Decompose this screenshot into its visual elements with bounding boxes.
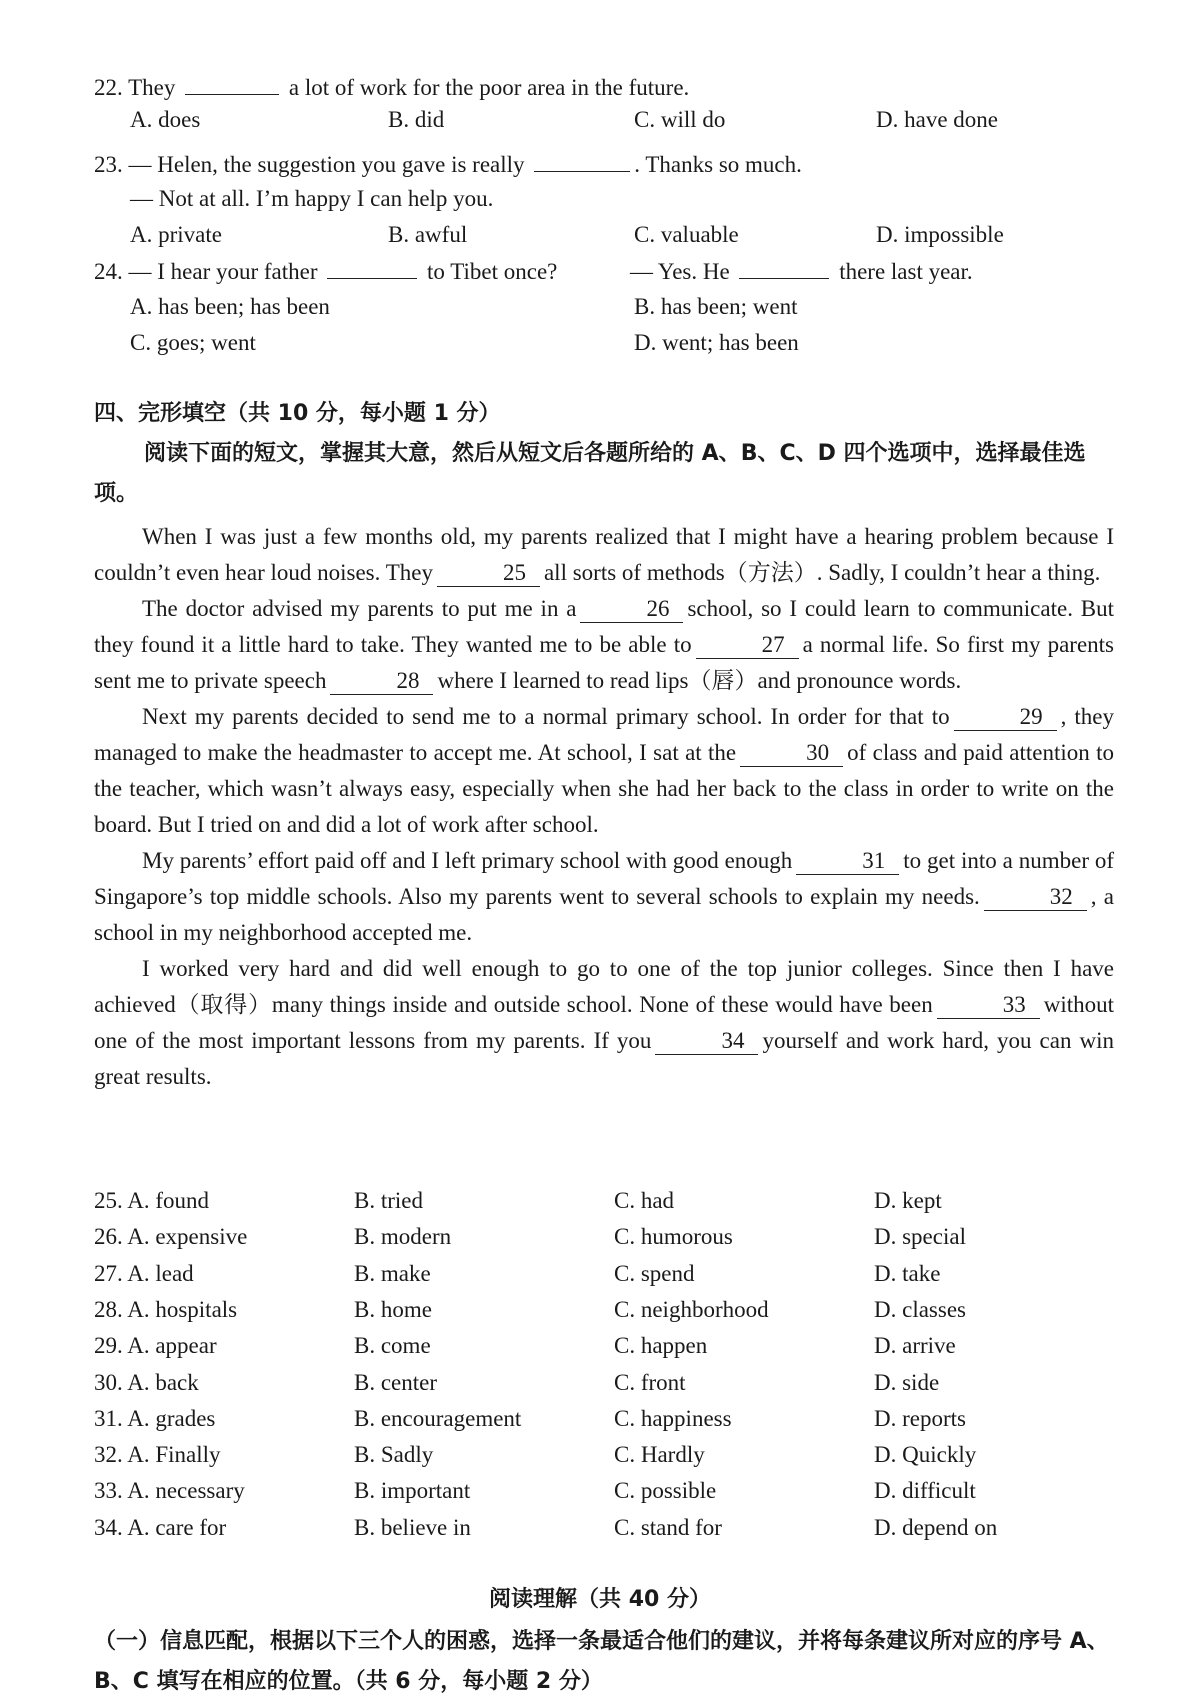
question-stem: They [128,75,176,100]
reading-title: 阅读理解（共 40 分） [489,1587,711,1612]
option-a: 34. A. care for [94,1514,227,1540]
option-d: D. impossible [876,222,1004,247]
option-d: D. difficult [874,1478,976,1504]
passage-text: all sorts of methods（方法）. Sadly, I couldn’t hear a thing. [543,560,1101,585]
option-b: B. tried [354,1188,423,1213]
question-number: 24. [94,259,123,284]
passage-text: My parents’ effort paid off and I left primary school with good enough [142,848,793,873]
passage-text: I worked very hard and did well enough to go to one of the top junior colleges. Since then I have achieved（取得）many things inside and outside school. None of these would have been [94,956,1114,1017]
question-number: 23. [94,152,123,177]
option-d: D. arrive [874,1333,956,1359]
passage-text: Next my parents decided to send me to a normal primary school. In order for that to [142,704,950,729]
option-c: C. happen [614,1333,708,1359]
option-c: C. possible [614,1478,717,1504]
passage-paragraph [94,699,1114,843]
option-b: B. has been; went [634,294,798,319]
option-d: D. classes [874,1296,966,1322]
option-c: C. Hardly [614,1442,705,1468]
passage-text: without one of the most important lessons from my parents. If you [94,992,1114,1053]
option-d: D. take [874,1260,941,1286]
answer-blank [534,147,630,172]
option-b: B. believe in [354,1514,471,1540]
option-d: D. Quickly [874,1442,977,1468]
passage-text: , a school in my neighborhood accepted me. [94,884,1114,945]
blank-28: 28 [330,668,433,695]
question-stem: — Yes. He [630,259,730,284]
option-d: D. side [874,1369,940,1395]
option-b: B. did [388,107,445,132]
option-a: 27. A. lead [94,1260,194,1286]
option-b: B. Sadly [354,1442,434,1468]
dialogue-reply: — Not at all. I’m happy I can help you. [130,186,494,211]
option-row [94,1511,1094,1545]
option-c: C. front [614,1369,686,1395]
option-a: 30. A. back [94,1369,199,1395]
option-c: C. will do [634,107,726,132]
question-stem: . Thanks so much. [634,152,802,177]
option-b: B. center [354,1369,438,1395]
option-a: 29. A. appear [94,1333,217,1359]
option-a: 33. A. necessary [94,1478,245,1504]
option-row [94,1220,1094,1254]
question-number: 22. [94,75,123,100]
option-c: C. goes; went [130,330,256,355]
sub-section-number: （一） [94,1629,161,1654]
option-a: 26. A. expensive [94,1224,248,1250]
option-row [94,1474,1094,1508]
option-a: A. private [130,222,222,247]
option-c: C. happiness [614,1405,732,1431]
option-a: 28. A. hospitals [94,1296,238,1322]
option-row [94,1438,1094,1472]
passage-text: where I learned to read lips（唇）and pronounce words. [437,668,962,693]
option-row [94,1402,1094,1436]
passage-paragraph [94,951,1114,1095]
option-row [94,1293,1094,1327]
option-d: D. went; has been [634,330,799,355]
passage-paragraph [94,843,1114,951]
option-row [94,1366,1094,1400]
question-stem: a lot of work for the poor area in the future. [288,75,690,100]
blank-33: 33 [937,992,1040,1019]
answer-blank [185,70,279,95]
option-c: C. had [614,1188,675,1213]
blank-29: 29 [954,704,1057,731]
question-stem: — I hear your father [128,259,318,284]
question-stem: there last year. [839,259,973,284]
option-c: C. stand for [614,1514,722,1540]
blank-25: 25 [437,560,540,587]
sub-section-text: 信息匹配，根据以下三个人的困惑，选择一条最适合他们的建议，并将每条建议所对应的序号 A、B、C 填写在相应的位置。（共 6 分，每小题 2 分） [94,1629,1109,1694]
blank-27: 27 [696,632,799,659]
question-23 [94,147,1120,182]
passage-paragraph [94,519,1114,591]
section-heading: 四、完形填空（共 10 分，每小题 1 分） [94,401,501,426]
option-d: D. have done [876,107,998,132]
passage-text: When I was just a few months old, my parents realized that I might have a hearing problem because I couldn’t even hear loud noises. They [94,524,1114,585]
option-d: D. depend on [874,1514,998,1540]
option-row [94,1329,1094,1363]
blank-31: 31 [796,848,899,875]
option-c: C. spend [614,1260,695,1286]
option-a: 31. A. grades [94,1405,216,1431]
option-d: D. kept [874,1188,942,1213]
option-b: B. awful [388,222,468,247]
option-a: 25. A. found [94,1188,209,1213]
option-a: 32. A. Finally [94,1442,221,1468]
passage-text: The doctor advised my parents to put me in a [142,596,577,621]
option-a: A. does [130,107,201,132]
section-instruction: 阅读下面的短文，掌握其大意，然后从短文后各题所给的 A、B、C、D 四个选项中，选择最佳选项。 [94,441,1086,506]
passage-text: of class and paid attention to the teacher, which wasn’t always easy, especially when she had her back to the class in order to write on the board. But I tried on and did a lot of work after school. [94,740,1114,837]
reading-instruction [94,1622,1114,1702]
passage-text: yourself and work hard, you can win great results. [94,1028,1114,1089]
passage-text: to get into a number of Singapore’s top middle schools. Also my parents went to several schools to explain my needs. [94,848,1114,909]
passage-text: school, so I could learn to communicate. But they found it a little hard to take. They wanted me to be able to [94,596,1114,657]
passage-text: , they managed to make the headmaster to accept me. At school, I sat at the [94,704,1114,765]
passage-text: a normal life. So first my parents sent me to private speech [94,632,1114,693]
option-b: B. home [354,1296,432,1322]
option-b: B. modern [354,1224,452,1250]
answer-blank [739,254,829,279]
question-stem: to Tibet once? [427,259,558,284]
option-b: B. encouragement [354,1405,522,1431]
option-row [94,1184,1094,1218]
blank-26: 26 [580,596,683,623]
option-a: A. has been; has been [130,294,330,319]
option-c: C. humorous [614,1224,733,1250]
blank-32: 32 [984,884,1087,911]
option-b: B. come [354,1333,431,1359]
option-b: B. make [354,1260,431,1286]
question-stem: — Helen, the suggestion you gave is really [128,152,525,177]
passage-paragraph [94,591,1114,699]
blank-34: 34 [655,1028,758,1055]
option-d: D. reports [874,1405,966,1431]
option-row [94,1257,1094,1291]
answer-blank [327,254,417,279]
dialogue-reply [630,254,973,289]
blank-30: 30 [740,740,843,767]
option-d: D. special [874,1224,966,1250]
question-22 [94,70,1120,105]
cloze-passage [94,519,1114,1095]
option-b: B. important [354,1478,471,1504]
option-c: C. neighborhood [614,1296,769,1322]
option-c: C. valuable [634,222,739,247]
